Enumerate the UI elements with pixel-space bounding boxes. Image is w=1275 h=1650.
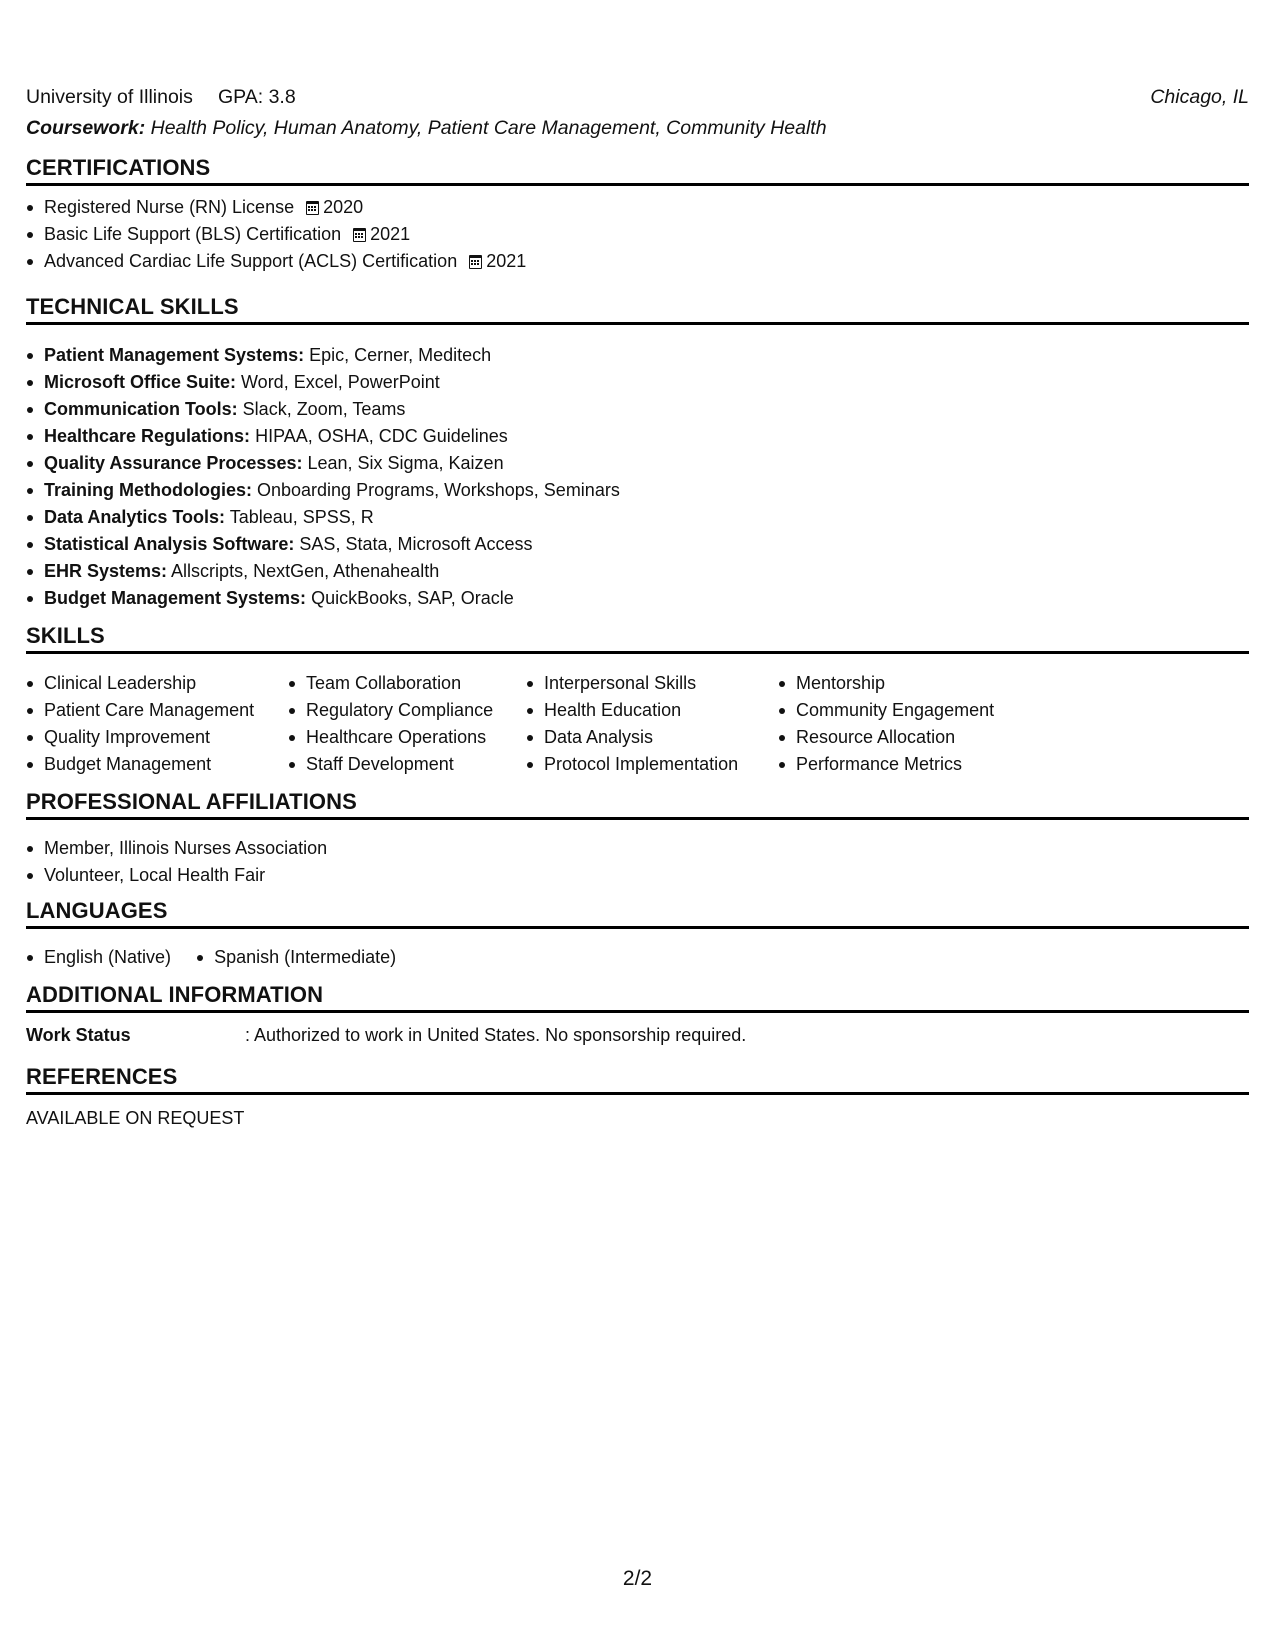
list-item: Regulatory Compliance — [288, 697, 493, 724]
languages-list — [26, 944, 416, 971]
tech-skill-label: Quality Assurance Processes: — [44, 453, 303, 473]
tech-skill-label: Budget Management Systems: — [44, 588, 307, 608]
list-item: Resource Allocation — [778, 724, 994, 751]
coursework-text: Health Policy, Human Anatomy, Patient Care Management, Community Health — [145, 117, 827, 139]
calendar-icon — [469, 255, 482, 269]
tech-skill-value: Allscripts, NextGen, Athenahealth — [167, 561, 440, 581]
list-item — [26, 450, 620, 477]
list-item — [26, 531, 620, 558]
list-item: Member, Illinois Nurses Association — [26, 835, 327, 862]
list-item — [26, 396, 620, 423]
list-item — [26, 248, 526, 275]
technical-skills-list — [26, 342, 620, 612]
skills-column-1 — [26, 670, 254, 778]
certification-year: 2020 — [323, 197, 364, 217]
list-item: Health Education — [526, 697, 738, 724]
affiliations-heading: PROFESSIONAL AFFILIATIONS — [26, 788, 1249, 820]
tech-skill-value: Word, Excel, PowerPoint — [236, 372, 440, 392]
tech-skill-label: Statistical Analysis Software: — [44, 534, 295, 554]
list-item — [26, 477, 620, 504]
list-item: Mentorship — [778, 670, 994, 697]
gpa: GPA: 3.8 — [218, 86, 296, 108]
list-item: Healthcare Operations — [288, 724, 493, 751]
certifications-list — [26, 194, 526, 275]
tech-skill-label: Healthcare Regulations: — [44, 426, 251, 446]
calendar-icon — [353, 228, 366, 242]
page-number: 2/2 — [622, 1567, 653, 1590]
list-item — [26, 221, 526, 248]
list-item: Quality Improvement — [26, 724, 254, 751]
list-item: Performance Metrics — [778, 751, 994, 778]
calendar-icon — [306, 201, 319, 215]
tech-skill-label: Microsoft Office Suite: — [44, 372, 237, 392]
list-item: Community Engagement — [778, 697, 994, 724]
list-item: Clinical Leadership — [26, 670, 254, 697]
list-item — [26, 558, 620, 585]
certification-name: Registered Nurse (RN) License — [44, 197, 295, 217]
list-item — [26, 585, 620, 612]
tech-skill-value: Slack, Zoom, Teams — [237, 399, 406, 419]
list-item: Protocol Implementation — [526, 751, 738, 778]
skills-column-4 — [778, 670, 994, 778]
education-location: Chicago, IL — [1150, 86, 1249, 108]
tech-skill-label: Patient Management Systems: — [44, 345, 305, 365]
tech-skill-value: Epic, Cerner, Meditech — [304, 345, 492, 365]
references-text: AVAILABLE ON REQUEST — [26, 1108, 245, 1128]
tech-skill-label: Data Analytics Tools: — [44, 507, 226, 527]
list-item: Budget Management — [26, 751, 254, 778]
tech-skill-label: EHR Systems: — [44, 561, 168, 581]
resume-page — [26, 0, 1249, 1650]
additional-info-heading: ADDITIONAL INFORMATION — [26, 981, 1249, 1013]
work-status-value: : Authorized to work in United States. No sponsorship required. — [245, 1025, 747, 1045]
list-item — [26, 504, 620, 531]
list-item — [26, 194, 526, 221]
tech-skill-value: QuickBooks, SAP, Oracle — [306, 588, 514, 608]
skills-column-2 — [288, 670, 493, 778]
references-heading: REFERENCES — [26, 1063, 1249, 1095]
list-item: English (Native) — [26, 944, 171, 971]
certification-year: 2021 — [486, 251, 527, 271]
affiliations-list — [26, 835, 327, 889]
tech-skill-value: HIPAA, OSHA, CDC Guidelines — [250, 426, 508, 446]
coursework — [26, 115, 827, 141]
list-item — [26, 369, 620, 396]
list-item — [26, 342, 620, 369]
languages-heading: LANGUAGES — [26, 897, 1249, 929]
skills-heading: SKILLS — [26, 622, 1249, 654]
skills-column-3 — [526, 670, 738, 778]
certification-name: Advanced Cardiac Life Support (ACLS) Certification — [44, 251, 458, 271]
work-status-label: Work Status — [26, 1025, 131, 1045]
tech-skill-value: Onboarding Programs, Workshops, Seminars — [252, 480, 620, 500]
certifications-heading: CERTIFICATIONS — [26, 154, 1249, 186]
certification-year: 2021 — [370, 224, 411, 244]
list-item: Team Collaboration — [288, 670, 493, 697]
list-item: Volunteer, Local Health Fair — [26, 862, 327, 889]
certification-name: Basic Life Support (BLS) Certification — [44, 224, 342, 244]
tech-skill-value: Tableau, SPSS, R — [225, 507, 374, 527]
tech-skill-label: Training Methodologies: — [44, 480, 252, 500]
list-item: Staff Development — [288, 751, 493, 778]
technical-skills-heading: TECHNICAL SKILLS — [26, 293, 1249, 325]
list-item — [26, 423, 620, 450]
coursework-label: Coursework: — [26, 117, 146, 139]
tech-skill-label: Communication Tools: — [44, 399, 238, 419]
list-item: Interpersonal Skills — [526, 670, 738, 697]
work-status-row — [26, 1022, 1249, 1049]
tech-skill-value: Lean, Six Sigma, Kaizen — [302, 453, 504, 473]
list-item: Data Analysis — [526, 724, 738, 751]
list-item: Spanish (Intermediate) — [196, 944, 396, 971]
education-row — [26, 84, 1249, 110]
list-item: Patient Care Management — [26, 697, 254, 724]
tech-skill-value: SAS, Stata, Microsoft Access — [294, 534, 533, 554]
school-name: University of Illinois — [26, 86, 193, 108]
